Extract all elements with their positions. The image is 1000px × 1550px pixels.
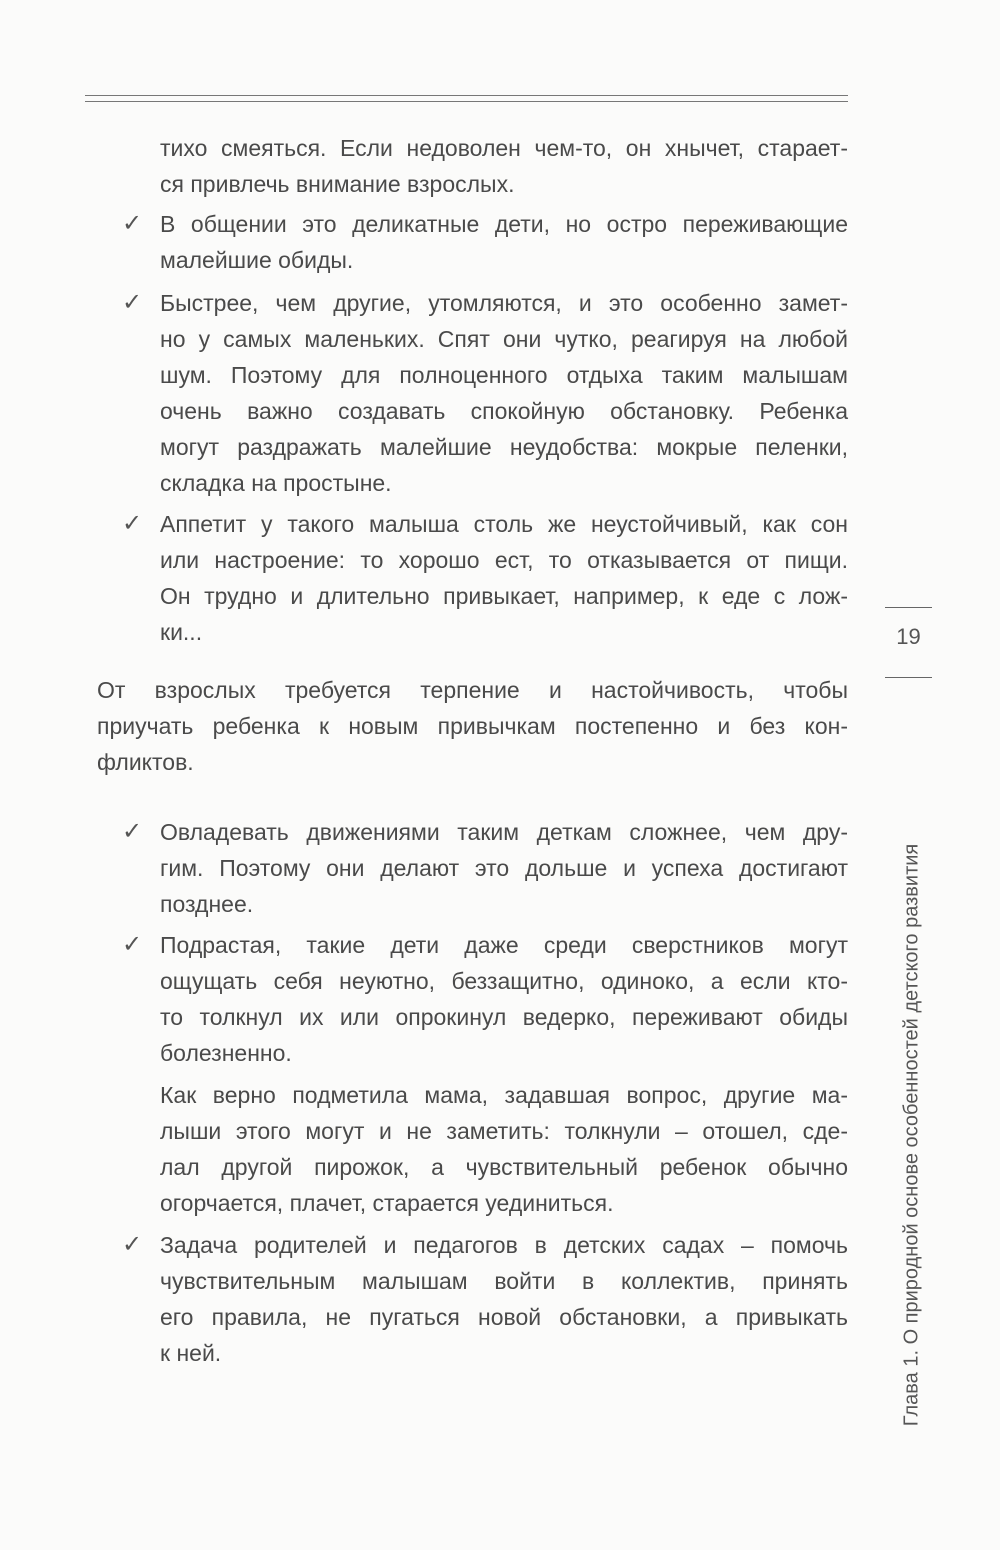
- text-line: Аппетит у такого малыша столь же неустойчивый, как сон: [160, 511, 848, 537]
- page-number-rule-top: [885, 607, 932, 608]
- running-head: Глава 1. О природной основе особенностей детского развития: [900, 843, 923, 1427]
- text-line: Задача родителей и педагогов в детских садах – помочь: [160, 1232, 848, 1258]
- text-line: лал другой пирожок, а чувствительный ребенок обычно: [160, 1154, 848, 1180]
- text-line: Подрастая, такие дети даже среди сверстников могут: [160, 932, 848, 958]
- text-line: Овладевать движениями таким деткам сложнее, чем дру-: [160, 819, 848, 845]
- text-line: или настроение: то хорошо ест, то отказывается от пищи.: [160, 547, 848, 573]
- bullet-item: [122, 814, 848, 922]
- text-line: болезненно.: [160, 1040, 292, 1066]
- bullet-item: [122, 285, 848, 501]
- text-line: гим. Поэтому они делают это дольше и успеха достигают: [160, 855, 848, 881]
- text-line: ся привлечь внимание взрослых.: [160, 171, 515, 197]
- text-line: его правила, не пугаться новой обстановки, а привыкать: [160, 1304, 848, 1330]
- text-line: позднее.: [160, 891, 254, 917]
- header-rule-bottom: [85, 101, 848, 102]
- text-line: тихо смеяться. Если недоволен чем-то, он хнычет, старает-: [160, 135, 848, 161]
- header-rule-top: [85, 95, 848, 96]
- paragraph: [160, 1077, 848, 1221]
- text-line: приучать ребенка к новым привычкам постепенно и без кон-: [97, 713, 848, 739]
- checkmark-icon: ✓: [122, 1231, 143, 1258]
- text-line: к ней.: [160, 1340, 222, 1366]
- text-line: шум. Поэтому для полноценного отдыха таким малышам: [160, 362, 848, 388]
- bullet-item: [122, 506, 848, 650]
- bullet-item: [122, 1227, 848, 1371]
- text-line: Как верно подметила мама, задавшая вопрос, другие ма-: [160, 1082, 848, 1108]
- bullet-item: [122, 927, 848, 1071]
- text-line: ки...: [160, 619, 203, 645]
- text-line: Он трудно и длительно привыкает, например, к еде с лож-: [160, 583, 848, 609]
- paragraph: [160, 130, 848, 202]
- text-line: ощущать себя неуютно, беззащитно, одиноко, а если кто-: [160, 968, 848, 994]
- text-line: малейшие обиды.: [160, 247, 354, 273]
- text-line: очень важно создавать спокойную обстановку. Ребенка: [160, 398, 848, 424]
- text-line: лыши этого могут и не заметить: толкнули – отошел, сде-: [160, 1118, 848, 1144]
- text-line: то толкнул их или опрокинул ведерко, переживают обиды: [160, 1004, 848, 1030]
- text-line: фликтов.: [97, 749, 194, 775]
- page-number-rule-bottom: [885, 677, 932, 678]
- bullet-item: [122, 206, 848, 278]
- checkmark-icon: ✓: [122, 818, 143, 845]
- text-line: чувствительным малышам войти в коллектив, принять: [160, 1268, 848, 1294]
- text-line: Быстрее, чем другие, утомляются, и это особенно замет-: [160, 290, 848, 316]
- text-line: огорчается, плачет, старается уединиться.: [160, 1190, 614, 1216]
- text-line: складка на простыне.: [160, 470, 392, 496]
- checkmark-icon: ✓: [122, 510, 143, 537]
- text-line: В общении это деликатные дети, но остро переживающие: [160, 211, 848, 237]
- paragraph: [97, 672, 848, 780]
- checkmark-icon: ✓: [122, 210, 143, 237]
- checkmark-icon: ✓: [122, 931, 143, 958]
- text-line: но у самых маленьких. Спят они чутко, реагируя на любой: [160, 326, 848, 352]
- text-line: могут раздражать малейшие неудобства: мокрые пеленки,: [160, 434, 848, 460]
- page-number: 19: [896, 624, 921, 649]
- checkmark-icon: ✓: [122, 289, 143, 316]
- text-line: От взрослых требуется терпение и настойчивость, чтобы: [97, 677, 848, 703]
